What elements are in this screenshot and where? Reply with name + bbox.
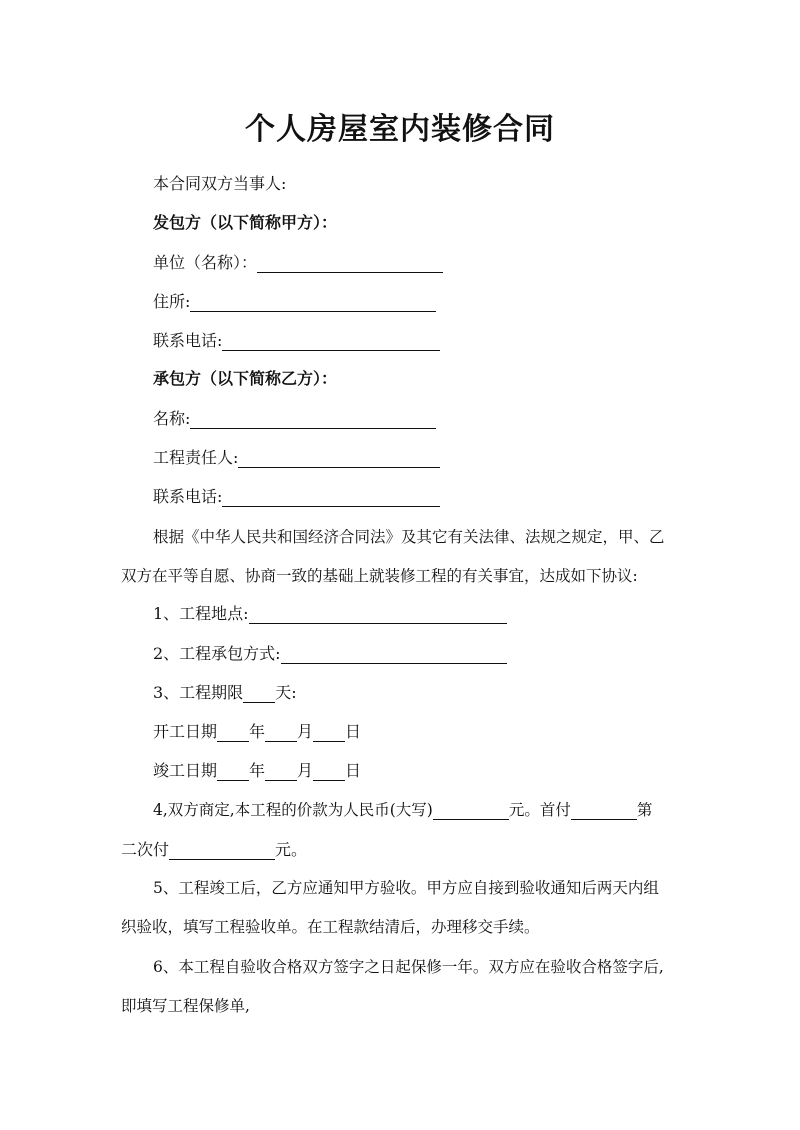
clause-4-line-1: [153, 800, 652, 820]
party-a-unit-row: [153, 253, 443, 273]
end-year-unit: 年: [249, 761, 266, 780]
clause-6-line-2: 即填写工程保修单,: [121, 997, 250, 1015]
clause-4-part-2: 元。首付: [508, 801, 571, 819]
clause-3-row: [153, 683, 297, 703]
end-month-unit: 月: [297, 761, 314, 780]
clause-4-line-2-prefix: 二次付: [121, 840, 170, 859]
clause-5-line-2: 织验收，填写工程验收单。在工程款结清后，办理移交手续。: [121, 918, 540, 936]
contract-method-field[interactable]: [281, 646, 507, 664]
party-b-phone-row: [153, 487, 440, 507]
page-title: 个人房屋室内装修合同: [245, 112, 555, 147]
end-date-label: 竣工日期: [153, 761, 218, 780]
party-a-phone-field[interactable]: [222, 333, 440, 351]
start-date-label: 开工日期: [153, 722, 218, 741]
second-payment-field[interactable]: [169, 842, 275, 860]
parties-intro: 本合同双方当事人:: [153, 174, 287, 193]
party-b-name-row: [153, 409, 436, 429]
party-b-heading: 承包方（以下简称乙方）：: [153, 369, 338, 388]
clause-2-row: [153, 644, 507, 664]
end-day-field[interactable]: [313, 763, 345, 781]
party-a-unit-label: 单位（名称）：: [153, 253, 258, 272]
clause-5-line-1: 5、工程竣工后，乙方应通知甲方验收。甲方应自接到验收通知后两天内组: [153, 879, 659, 897]
start-month-field[interactable]: [265, 724, 297, 742]
start-date-row: [153, 722, 361, 742]
end-year-field[interactable]: [217, 763, 249, 781]
clause-1-label: 1、工程地点:: [153, 604, 249, 623]
clause-3-prefix: 3、工程期限: [153, 683, 244, 702]
clause-4-line-2-suffix: 元。: [275, 840, 308, 859]
party-b-manager-row: [153, 448, 440, 468]
party-a-address-label: 住所:: [153, 292, 191, 311]
start-day-field[interactable]: [313, 724, 345, 742]
party-a-heading: 发包方（以下简称甲方）：: [153, 213, 338, 232]
party-a-phone-label: 联系电话:: [153, 331, 223, 350]
start-month-unit: 月: [297, 722, 314, 741]
end-day-unit: 日: [345, 761, 362, 780]
party-b-manager-label: 工程责任人:: [153, 448, 239, 467]
party-a-address-row: [153, 292, 436, 312]
start-year-unit: 年: [249, 722, 266, 741]
start-day-unit: 日: [345, 722, 362, 741]
party-b-phone-field[interactable]: [222, 489, 440, 507]
preamble-line-2: 双方在平等自愿、协商一致的基础上就装修工程的有关事宜，达成如下协议:: [121, 567, 638, 585]
work-location-field[interactable]: [249, 606, 507, 624]
party-b-manager-field[interactable]: [238, 450, 440, 468]
clause-4-part-3: 第: [636, 801, 653, 819]
price-total-field[interactable]: [433, 802, 509, 820]
party-b-name-label: 名称:: [153, 409, 191, 428]
party-b-name-field[interactable]: [190, 411, 436, 429]
party-a-address-field[interactable]: [190, 294, 436, 312]
party-b-phone-label: 联系电话:: [153, 487, 223, 506]
end-month-field[interactable]: [265, 763, 297, 781]
down-payment-field[interactable]: [571, 802, 637, 820]
end-date-row: [153, 761, 361, 781]
start-year-field[interactable]: [217, 724, 249, 742]
clause-4-line-2: [121, 840, 307, 860]
clause-1-row: [153, 604, 507, 624]
duration-days-field[interactable]: [243, 685, 275, 703]
party-a-phone-row: [153, 331, 440, 351]
clause-3-suffix: 天:: [275, 683, 297, 702]
clause-2-label: 2、工程承包方式:: [153, 644, 281, 663]
party-a-unit-field[interactable]: [257, 255, 443, 273]
clause-6-line-1: 6、本工程自验收合格双方签字之日起保修一年。双方应在验收合格签字后,: [153, 958, 664, 976]
preamble-line-1: 根据《中华人民共和国经济合同法》及其它有关法律、法规之规定，甲、乙: [153, 528, 665, 546]
clause-4-part-1: 4,双方商定,本工程的价款为人民币(大写): [153, 801, 433, 819]
